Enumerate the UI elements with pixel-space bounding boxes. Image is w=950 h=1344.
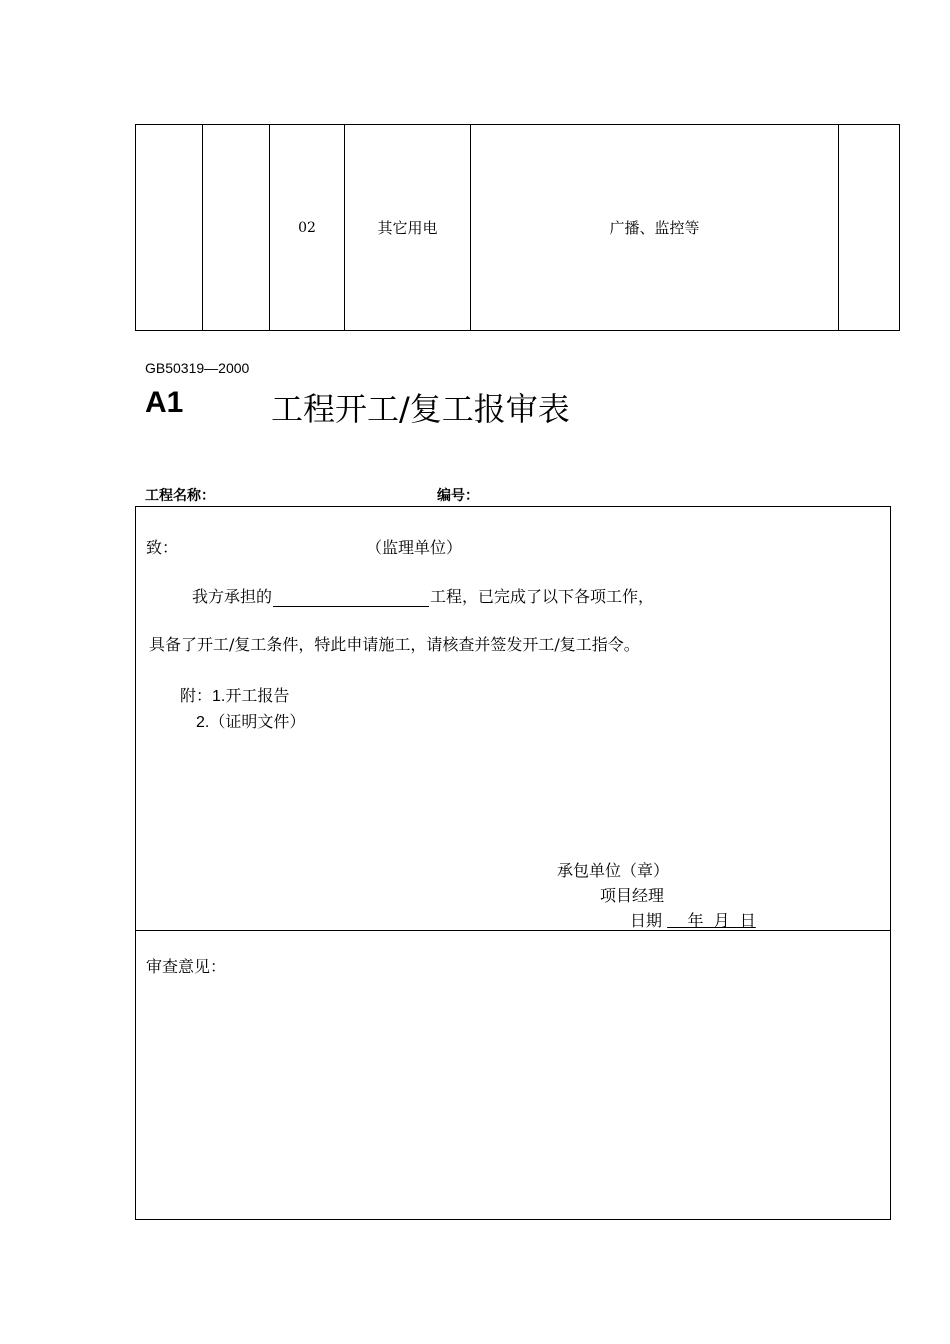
project-manager: 项目经理	[600, 886, 665, 905]
supervisor-unit: （监理单位）	[366, 538, 463, 557]
table-cell-empty	[203, 125, 270, 331]
to-label: 致：	[146, 538, 179, 557]
table-row	[136, 125, 900, 331]
page-title: 工程开工/复工报审表	[271, 390, 570, 428]
date-label: 日期	[630, 911, 663, 930]
section-divider	[136, 930, 890, 931]
table-cell-content: 广播、监控等	[471, 125, 839, 331]
review-opinion-label: 审查意见：	[146, 957, 227, 976]
attach-label: 附：	[180, 686, 213, 705]
project-blank[interactable]	[273, 590, 429, 607]
line1-prefix: 我方承担的	[192, 587, 273, 606]
line1-suffix: 工程，已完成了以下各项工作，	[430, 587, 655, 606]
contractor-seal: 承包单位（章）	[557, 861, 670, 880]
date-row	[630, 908, 756, 931]
top-table	[135, 124, 900, 331]
form-code: A1	[145, 386, 184, 419]
table-cell-empty	[839, 125, 900, 331]
attach2-text: （证明文件）	[209, 712, 306, 731]
attach1-text: 开工报告	[225, 686, 290, 705]
attach1-number: 1.	[212, 688, 226, 705]
attachment-1	[180, 683, 289, 706]
work-statement-line1	[192, 584, 654, 607]
attachment-2	[196, 709, 305, 732]
application-form	[135, 506, 891, 1220]
work-statement-line2: 具备了开工/复工条件，特此申请施工，请核查并签发开工/复工指令。	[149, 635, 640, 654]
date-value: 年 月 日	[667, 911, 756, 930]
table-cell-name: 其它用电	[345, 125, 471, 331]
table-cell-empty	[136, 125, 203, 331]
attach2-number: 2.	[196, 714, 210, 731]
table-cell-code: 02	[270, 125, 345, 331]
standard-code: GB50319—2000	[145, 360, 250, 376]
number-label: 编号：	[437, 488, 479, 504]
project-name-label: 工程名称：	[145, 488, 215, 504]
